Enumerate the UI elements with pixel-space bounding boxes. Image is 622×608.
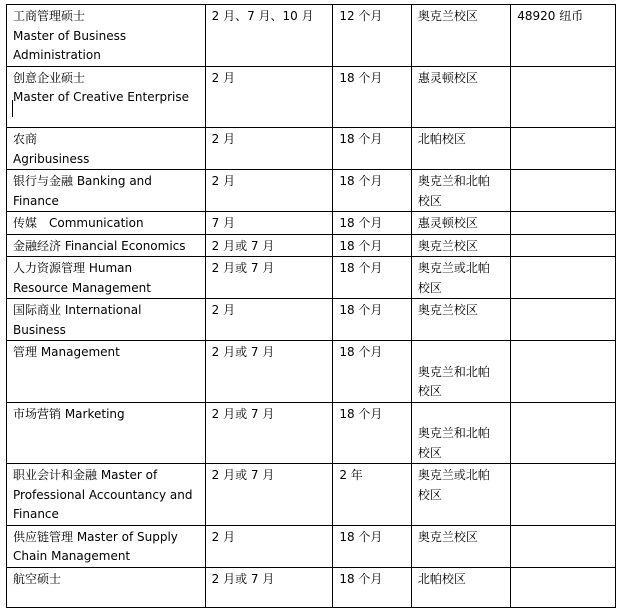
intake-cell[interactable] [205, 567, 333, 607]
duration-cell[interactable] [333, 525, 412, 567]
campus-cell[interactable] [411, 170, 510, 212]
text-cursor [12, 100, 13, 117]
program-name-cell-line: 金融经济 Financial Economics [13, 238, 186, 253]
duration-cell[interactable] [333, 567, 412, 607]
duration-cell[interactable] [333, 402, 412, 464]
duration-cell[interactable] [333, 464, 412, 526]
program-name-cell[interactable] [7, 525, 206, 567]
duration-cell-text: 18 个月 [339, 529, 383, 544]
program-name-cell-line: Professional Accountancy and [13, 487, 193, 502]
program-name-cell-line: Master of Creative Enterprise [13, 90, 190, 104]
table-row [7, 170, 616, 212]
program-name-cell-line: 供应链管理 Master of Supply [13, 529, 178, 544]
duration-cell[interactable] [333, 341, 412, 403]
intake-cell-text: 2 月 [211, 174, 236, 188]
duration-cell-text: 18 个月 [339, 238, 383, 253]
duration-cell-text: 18 个月 [339, 303, 383, 317]
campus-cell-line [418, 343, 504, 363]
table-row [7, 341, 616, 403]
campus-cell-line: 校区 [417, 445, 442, 460]
table-row [7, 234, 616, 257]
campus-cell-line: 惠灵顿校区 [417, 216, 478, 230]
intake-cell[interactable] [205, 341, 333, 403]
intake-cell[interactable] [205, 234, 333, 257]
table-row [7, 257, 616, 299]
duration-cell-text: 2 年 [339, 468, 363, 482]
campus-cell-line: 奥克兰或北帕 [417, 261, 490, 275]
table-row [7, 66, 616, 128]
program-name-cell-line: 职业会计和金融 Master of [13, 468, 158, 482]
program-name-cell[interactable] [7, 257, 206, 299]
intake-cell-text: 2 月 [211, 132, 236, 146]
program-name-cell[interactable] [7, 341, 206, 403]
program-name-cell[interactable] [7, 212, 206, 235]
intake-cell[interactable] [205, 5, 333, 67]
intake-cell-text: 2 月或 7 月 [211, 406, 275, 421]
intake-cell[interactable] [205, 402, 333, 464]
program-name-cell-line: Business [13, 322, 66, 337]
campus-cell[interactable] [411, 257, 510, 299]
duration-cell[interactable] [333, 299, 412, 341]
duration-cell-text: 18 个月 [339, 406, 383, 421]
program-name-cell-line [13, 424, 199, 444]
campus-cell-line: 奥克兰和北帕 [417, 174, 490, 188]
campus-cell-line: 校区 [417, 280, 442, 295]
duration-cell-text: 18 个月 [339, 345, 383, 359]
fee-cell[interactable] [511, 525, 616, 567]
campus-cell[interactable] [411, 464, 510, 526]
program-name-cell[interactable] [7, 464, 206, 526]
fee-cell[interactable] [511, 66, 616, 128]
campus-cell[interactable] [411, 341, 510, 403]
table-row [7, 402, 616, 464]
program-name-cell-line: 管理 Management [13, 345, 120, 359]
program-name-cell-line: 创意企业硕士 [13, 70, 86, 85]
program-name-cell-line: 工商管理硕士 [13, 9, 86, 23]
campus-cell[interactable] [411, 567, 510, 607]
programs-table-body [7, 5, 616, 608]
campus-cell-line: 校区 [417, 487, 442, 502]
table-row [7, 525, 616, 567]
intake-cell-text: 2 月 [211, 303, 236, 317]
program-name-cell-line [13, 108, 199, 128]
duration-cell[interactable] [333, 257, 412, 299]
program-name-cell-line: Administration [13, 48, 101, 62]
program-name-cell[interactable] [7, 402, 206, 464]
campus-cell[interactable] [411, 66, 510, 128]
campus-cell[interactable] [411, 402, 510, 464]
table-row [7, 464, 616, 526]
campus-cell[interactable] [411, 212, 510, 235]
fee-cell[interactable] [511, 170, 616, 212]
intake-cell-text: 2 月 [211, 70, 236, 85]
duration-cell[interactable] [333, 5, 412, 67]
program-name-cell-line: 国际商业 International [13, 303, 142, 317]
intake-cell-text: 2 月或 7 月 [211, 468, 275, 482]
campus-cell[interactable] [411, 525, 510, 567]
fee-cell[interactable] [511, 128, 616, 170]
duration-cell-text: 18 个月 [339, 70, 383, 85]
fee-cell[interactable] [511, 402, 616, 464]
fee-cell[interactable] [511, 299, 616, 341]
intake-cell[interactable] [205, 257, 333, 299]
program-name-cell-line: Finance [13, 193, 59, 208]
program-name-cell-line: 银行与金融 Banking and [13, 174, 152, 188]
campus-cell-line: 奥克兰校区 [417, 303, 478, 317]
program-name-cell[interactable] [7, 170, 206, 212]
campus-cell-line: 北帕校区 [417, 132, 466, 146]
campus-cell-line: 奥克兰校区 [417, 529, 478, 544]
intake-cell-text: 2 月或 7 月 [211, 261, 275, 275]
intake-cell-text: 2 月或 7 月 [211, 345, 275, 359]
table-row [7, 5, 616, 67]
program-name-cell-line: 农商 [13, 132, 38, 146]
intake-cell[interactable] [205, 170, 333, 212]
table-row [7, 299, 616, 341]
duration-cell-text: 12 个月 [339, 9, 383, 23]
program-name-cell[interactable] [7, 128, 206, 170]
intake-cell-text: 2 月、7 月、10 月 [211, 9, 314, 23]
duration-cell-text: 18 个月 [339, 571, 383, 586]
program-name-cell-line: 市场营销 Marketing [13, 406, 125, 421]
fee-cell[interactable] [511, 567, 616, 607]
campus-cell-line [418, 405, 504, 425]
fee-cell[interactable] [511, 257, 616, 299]
intake-cell-text: 2 月或 7 月 [211, 238, 275, 253]
fee-cell-text: 48920 纽币 [517, 9, 584, 23]
duration-cell[interactable] [333, 128, 412, 170]
campus-cell-line: 奥克兰校区 [417, 238, 478, 253]
duration-cell-text: 18 个月 [339, 261, 383, 275]
fee-cell[interactable] [511, 464, 616, 526]
table-row [7, 128, 616, 170]
campus-cell-line: 北帕校区 [417, 571, 466, 586]
program-name-cell-line: 传媒 Communication [13, 216, 144, 230]
duration-cell[interactable] [333, 170, 412, 212]
intake-cell[interactable] [205, 525, 333, 567]
program-name-cell-line: Agribusiness [13, 151, 90, 166]
campus-cell-line: 校区 [417, 384, 442, 398]
table-row [7, 567, 616, 607]
program-name-cell[interactable] [7, 567, 206, 607]
program-name-cell-line: 航空硕士 [13, 571, 62, 586]
duration-cell-text: 18 个月 [339, 216, 383, 230]
table-row [7, 212, 616, 235]
intake-cell[interactable] [205, 128, 333, 170]
program-name-cell-line: Chain Management [13, 549, 131, 563]
campus-cell[interactable] [411, 5, 510, 67]
intake-cell[interactable] [205, 66, 333, 128]
intake-cell[interactable] [205, 464, 333, 526]
program-name-cell[interactable] [7, 5, 206, 67]
duration-cell[interactable] [333, 234, 412, 257]
duration-cell[interactable] [333, 66, 412, 128]
intake-cell[interactable] [205, 212, 333, 235]
campus-cell-line: 奥克兰或北帕 [417, 468, 490, 482]
duration-cell-text: 18 个月 [339, 174, 383, 188]
fee-cell[interactable] [511, 234, 616, 257]
duration-cell-text: 18 个月 [339, 132, 383, 146]
program-name-cell-line: 人力资源管理 Human [13, 261, 133, 275]
fee-cell[interactable] [511, 5, 616, 67]
fee-cell[interactable] [511, 212, 616, 235]
campus-cell[interactable] [411, 128, 510, 170]
intake-cell-text: 2 月 [211, 529, 236, 544]
program-name-cell-line: Resource Management [13, 280, 151, 295]
campus-cell-line: 校区 [417, 193, 442, 208]
program-name-cell[interactable] [7, 234, 206, 257]
intake-cell-text: 2 月或 7 月 [211, 571, 275, 586]
campus-cell-line: 惠灵顿校区 [417, 70, 478, 85]
campus-cell-line: 奥克兰和北帕 [417, 364, 490, 379]
program-name-cell-line: Finance [13, 507, 59, 521]
campus-cell-line: 奥克兰校区 [417, 9, 478, 23]
programs-table [6, 4, 616, 608]
program-name-cell-line [13, 363, 199, 383]
program-name-cell-line: Master of Business [13, 28, 127, 43]
program-name-cell[interactable] [7, 66, 206, 128]
campus-cell[interactable] [411, 234, 510, 257]
program-name-cell[interactable] [7, 299, 206, 341]
fee-cell[interactable] [511, 341, 616, 403]
campus-cell-line: 奥克兰和北帕 [417, 426, 490, 440]
campus-cell[interactable] [411, 299, 510, 341]
duration-cell[interactable] [333, 212, 412, 235]
intake-cell[interactable] [205, 299, 333, 341]
intake-cell-text: 7 月 [211, 216, 236, 230]
